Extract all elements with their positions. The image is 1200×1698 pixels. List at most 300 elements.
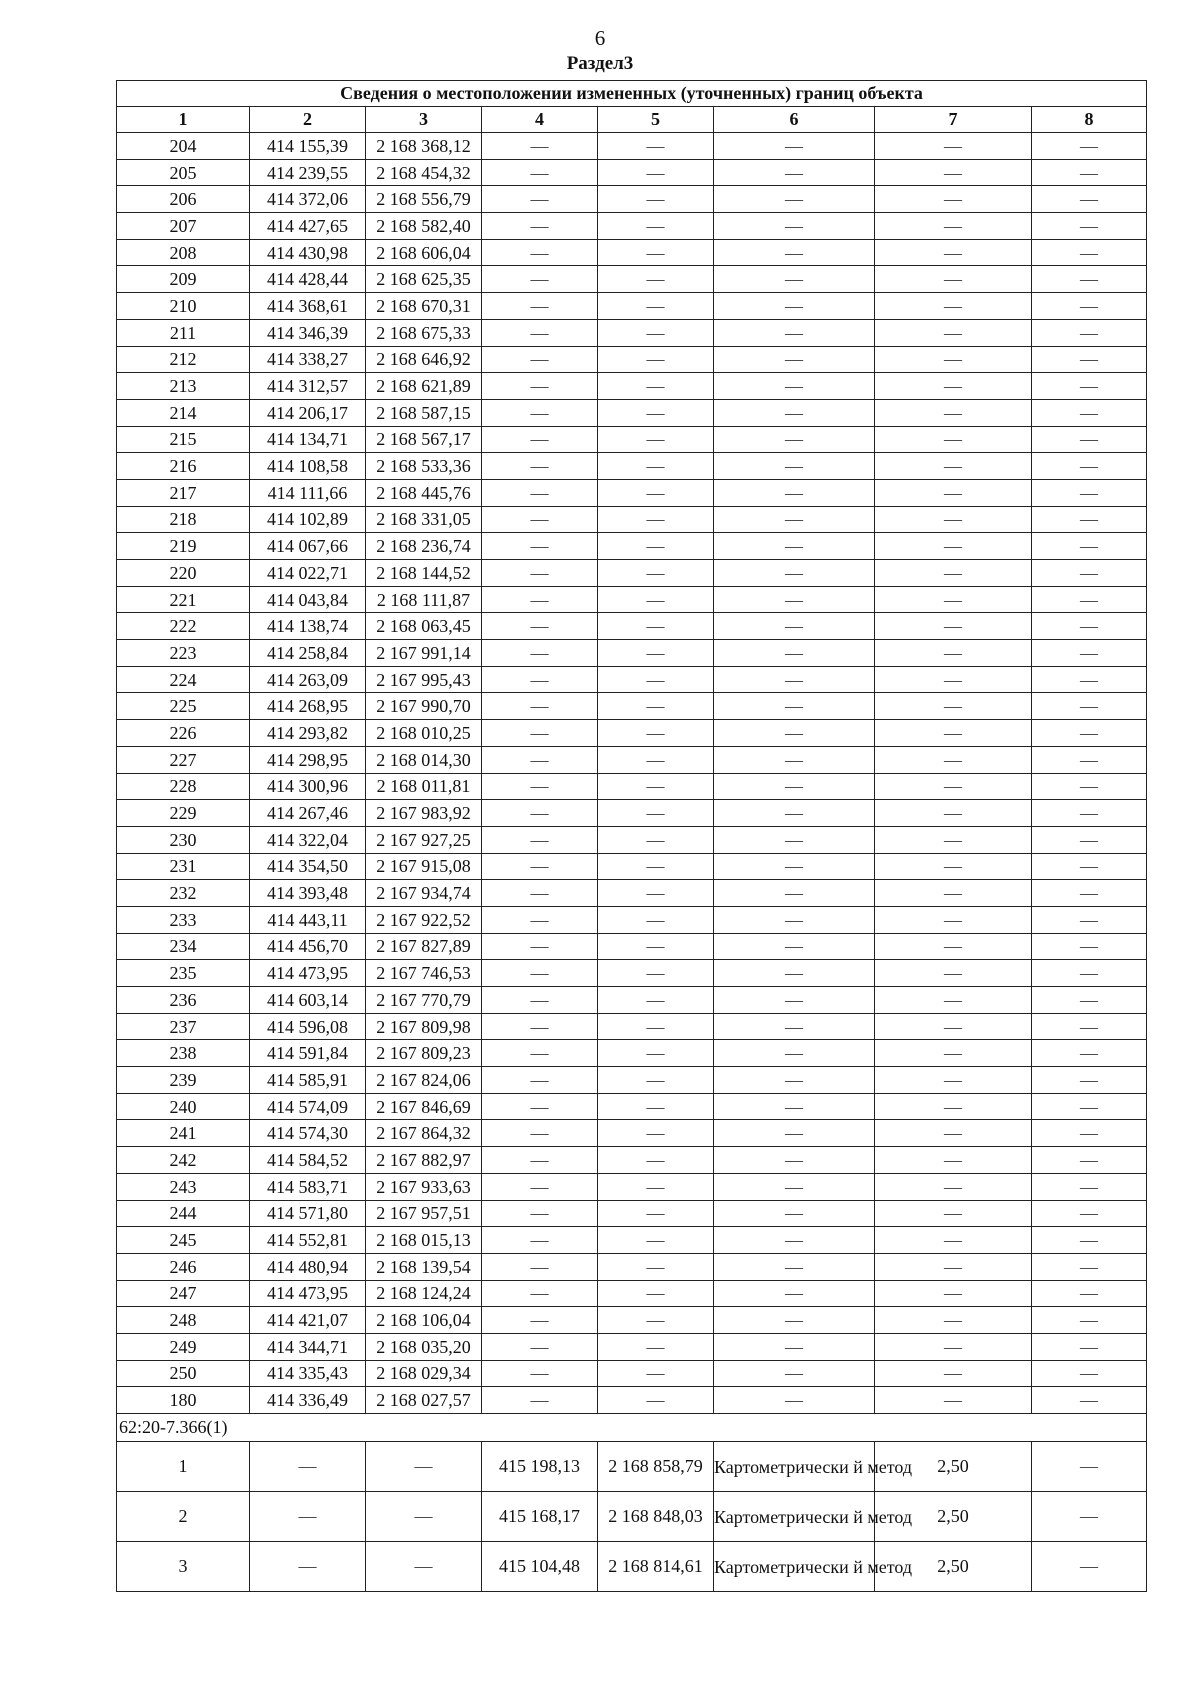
table-cell: 415 168,17 — [482, 1492, 598, 1542]
empty-value-cell: — — [482, 853, 598, 880]
empty-value-cell: — — [482, 239, 598, 266]
empty-value-cell: — — [875, 1280, 1032, 1307]
table-row — [117, 1333, 1147, 1360]
coordinate-cell: 2 167 770,79 — [366, 987, 482, 1014]
empty-value-cell: — — [875, 1360, 1032, 1387]
table-row — [117, 746, 1147, 773]
empty-value-cell: — — [598, 1333, 714, 1360]
table-cell: 2 168 858,79 — [598, 1442, 714, 1492]
coordinate-cell: 414 258,84 — [250, 640, 366, 667]
table-row — [117, 373, 1147, 400]
table-row — [117, 1200, 1147, 1227]
empty-value-cell: — — [598, 1253, 714, 1280]
point-number-cell: 218 — [117, 506, 250, 533]
coordinate-cell: 414 393,48 — [250, 880, 366, 907]
coordinate-cell: 2 168 035,20 — [366, 1333, 482, 1360]
table-cell: — — [366, 1442, 482, 1492]
coordinate-cell: 2 168 106,04 — [366, 1307, 482, 1334]
empty-value-cell: — — [598, 826, 714, 853]
empty-value-cell: — — [598, 213, 714, 240]
coordinate-cell: 414 138,74 — [250, 613, 366, 640]
table-row — [117, 1067, 1147, 1094]
coordinate-cell: 414 480,94 — [250, 1253, 366, 1280]
coordinate-cell: 2 167 824,06 — [366, 1067, 482, 1094]
empty-value-cell: — — [1032, 1200, 1147, 1227]
point-number-cell: 212 — [117, 346, 250, 373]
empty-value-cell: — — [875, 1040, 1032, 1067]
column-number-header: 5 — [598, 107, 714, 133]
empty-value-cell: — — [875, 1013, 1032, 1040]
table-row — [117, 1253, 1147, 1280]
empty-value-cell: — — [714, 1013, 875, 1040]
empty-value-cell: — — [875, 1120, 1032, 1147]
empty-value-cell: — — [598, 479, 714, 506]
empty-value-cell: — — [714, 533, 875, 560]
empty-value-cell: — — [598, 640, 714, 667]
empty-value-cell: — — [875, 987, 1032, 1014]
table-row — [117, 266, 1147, 293]
empty-value-cell: — — [1032, 1387, 1147, 1414]
coordinate-cell: 2 168 445,76 — [366, 479, 482, 506]
empty-value-cell: — — [1032, 613, 1147, 640]
empty-value-cell: — — [482, 319, 598, 346]
empty-value-cell: — — [1032, 186, 1147, 213]
empty-value-cell: — — [1032, 987, 1147, 1014]
coordinate-cell: 414 354,50 — [250, 853, 366, 880]
empty-value-cell: — — [598, 773, 714, 800]
table-row — [117, 1307, 1147, 1334]
table-cell: 2 168 814,61 — [598, 1542, 714, 1592]
point-number-cell: 242 — [117, 1147, 250, 1174]
coordinate-cell: 414 368,61 — [250, 293, 366, 320]
table-row — [117, 560, 1147, 587]
empty-value-cell: — — [875, 346, 1032, 373]
point-number-cell: 219 — [117, 533, 250, 560]
coordinate-cell: 2 167 990,70 — [366, 693, 482, 720]
column-number-header: 3 — [366, 107, 482, 133]
coordinate-cell: 2 168 533,36 — [366, 453, 482, 480]
empty-value-cell: — — [1032, 960, 1147, 987]
empty-value-cell: — — [598, 613, 714, 640]
empty-value-cell: — — [875, 933, 1032, 960]
coordinate-cell: 414 268,95 — [250, 693, 366, 720]
coordinate-cell: 2 168 124,24 — [366, 1280, 482, 1307]
empty-value-cell: — — [598, 159, 714, 186]
point-number-cell: 225 — [117, 693, 250, 720]
empty-value-cell: — — [875, 159, 1032, 186]
point-number-cell: 214 — [117, 399, 250, 426]
empty-value-cell: — — [482, 960, 598, 987]
point-number-cell: 230 — [117, 826, 250, 853]
empty-value-cell: — — [482, 453, 598, 480]
empty-value-cell: — — [598, 933, 714, 960]
table-cell: — — [1032, 1442, 1147, 1492]
coordinate-cell: 2 168 582,40 — [366, 213, 482, 240]
empty-value-cell: — — [714, 880, 875, 907]
empty-value-cell: — — [482, 906, 598, 933]
empty-value-cell: — — [875, 773, 1032, 800]
empty-value-cell: — — [1032, 906, 1147, 933]
page-number: 6 — [594, 26, 606, 50]
coordinate-cell: 2 168 675,33 — [366, 319, 482, 346]
empty-value-cell: — — [875, 853, 1032, 880]
empty-value-cell: — — [482, 1200, 598, 1227]
empty-value-cell: — — [1032, 1333, 1147, 1360]
table-row — [117, 1360, 1147, 1387]
empty-value-cell: — — [875, 1067, 1032, 1094]
empty-value-cell: — — [714, 239, 875, 266]
empty-value-cell: — — [482, 773, 598, 800]
table-row — [117, 987, 1147, 1014]
coordinate-cell: 414 067,66 — [250, 533, 366, 560]
empty-value-cell: — — [598, 1280, 714, 1307]
empty-value-cell: — — [1032, 1173, 1147, 1200]
coordinate-cell: 414 335,43 — [250, 1360, 366, 1387]
empty-value-cell: — — [482, 666, 598, 693]
empty-value-cell: — — [1032, 1227, 1147, 1254]
empty-value-cell: — — [482, 479, 598, 506]
empty-value-cell: — — [875, 906, 1032, 933]
table-row — [117, 720, 1147, 747]
empty-value-cell: — — [482, 987, 598, 1014]
table-cell: 415 198,13 — [482, 1442, 598, 1492]
empty-value-cell: — — [714, 640, 875, 667]
empty-value-cell: — — [875, 266, 1032, 293]
empty-value-cell: — — [1032, 293, 1147, 320]
empty-value-cell: — — [875, 720, 1032, 747]
point-number-cell: 248 — [117, 1307, 250, 1334]
coordinate-cell: 414 312,57 — [250, 373, 366, 400]
coordinate-cell: 2 168 454,32 — [366, 159, 482, 186]
point-number-cell: 224 — [117, 666, 250, 693]
table-row — [117, 1173, 1147, 1200]
empty-value-cell: — — [875, 1333, 1032, 1360]
empty-value-cell: — — [598, 1307, 714, 1334]
coordinate-cell: 2 167 927,25 — [366, 826, 482, 853]
empty-value-cell: — — [714, 399, 875, 426]
column-number-header: 7 — [875, 107, 1032, 133]
coordinate-cell: 2 168 621,89 — [366, 373, 482, 400]
empty-value-cell: — — [1032, 159, 1147, 186]
table-row — [117, 853, 1147, 880]
coordinate-cell: 2 168 015,13 — [366, 1227, 482, 1254]
point-number-cell: 180 — [117, 1387, 250, 1414]
empty-value-cell: — — [875, 1307, 1032, 1334]
coordinate-cell: 414 022,71 — [250, 560, 366, 587]
empty-value-cell: — — [875, 479, 1032, 506]
empty-value-cell: — — [714, 1173, 875, 1200]
empty-value-cell: — — [1032, 880, 1147, 907]
coordinate-cell: 2 167 809,98 — [366, 1013, 482, 1040]
empty-value-cell: — — [598, 399, 714, 426]
empty-value-cell: — — [1032, 800, 1147, 827]
coordinate-cell: 2 167 809,23 — [366, 1040, 482, 1067]
empty-value-cell: — — [482, 266, 598, 293]
empty-value-cell: — — [1032, 560, 1147, 587]
empty-value-cell: — — [482, 1360, 598, 1387]
empty-value-cell: — — [482, 1067, 598, 1094]
empty-value-cell: — — [482, 1280, 598, 1307]
empty-value-cell: — — [714, 666, 875, 693]
empty-value-cell: — — [714, 319, 875, 346]
coordinate-cell: 2 168 670,31 — [366, 293, 482, 320]
empty-value-cell: — — [875, 533, 1032, 560]
empty-value-cell: — — [482, 426, 598, 453]
empty-value-cell: — — [875, 293, 1032, 320]
point-number-cell: 210 — [117, 293, 250, 320]
coordinate-cell: 414 344,71 — [250, 1333, 366, 1360]
column-number-header: 6 — [714, 107, 875, 133]
coordinate-cell: 414 267,46 — [250, 800, 366, 827]
empty-value-cell: — — [1032, 399, 1147, 426]
empty-value-cell: — — [598, 266, 714, 293]
empty-value-cell: — — [1032, 720, 1147, 747]
empty-value-cell: — — [714, 1280, 875, 1307]
empty-value-cell: — — [714, 213, 875, 240]
table-cell: — — [366, 1492, 482, 1542]
table-row — [117, 506, 1147, 533]
empty-value-cell: — — [1032, 586, 1147, 613]
coordinate-cell: 2 167 882,97 — [366, 1147, 482, 1174]
empty-value-cell: — — [714, 1227, 875, 1254]
table-row — [117, 213, 1147, 240]
point-number-cell: 240 — [117, 1093, 250, 1120]
method-cell: Картометрически й метод — [714, 1492, 875, 1542]
empty-value-cell: — — [1032, 1067, 1147, 1094]
empty-value-cell: — — [714, 133, 875, 160]
empty-value-cell: — — [1032, 746, 1147, 773]
empty-value-cell: — — [714, 933, 875, 960]
empty-value-cell: — — [714, 586, 875, 613]
table-row — [117, 666, 1147, 693]
coordinate-cell: 414 591,84 — [250, 1040, 366, 1067]
empty-value-cell: — — [875, 693, 1032, 720]
empty-value-cell: — — [482, 1253, 598, 1280]
column-number-row — [117, 107, 1147, 133]
empty-value-cell: — — [1032, 1253, 1147, 1280]
table-row — [117, 1120, 1147, 1147]
point-number-cell: 231 — [117, 853, 250, 880]
empty-value-cell: — — [598, 1387, 714, 1414]
point-number-cell: 237 — [117, 1013, 250, 1040]
empty-value-cell: — — [875, 453, 1032, 480]
empty-value-cell: — — [875, 1093, 1032, 1120]
empty-value-cell: — — [714, 987, 875, 1014]
coordinate-cell: 414 372,06 — [250, 186, 366, 213]
coordinate-cell: 414 239,55 — [250, 159, 366, 186]
coordinate-cell: 414 421,07 — [250, 1307, 366, 1334]
column-number-header: 4 — [482, 107, 598, 133]
empty-value-cell: — — [482, 293, 598, 320]
coordinate-cell: 2 168 111,87 — [366, 586, 482, 613]
point-number-cell: 205 — [117, 159, 250, 186]
table-cell: — — [250, 1442, 366, 1492]
point-number-cell: 244 — [117, 1200, 250, 1227]
point-number-cell: 233 — [117, 906, 250, 933]
empty-value-cell: — — [875, 133, 1032, 160]
table-row — [117, 800, 1147, 827]
empty-value-cell: — — [1032, 1307, 1147, 1334]
empty-value-cell: — — [598, 453, 714, 480]
empty-value-cell: — — [482, 1040, 598, 1067]
table-row — [117, 293, 1147, 320]
empty-value-cell: — — [1032, 426, 1147, 453]
empty-value-cell: — — [875, 506, 1032, 533]
table-row — [117, 1013, 1147, 1040]
empty-value-cell: — — [1032, 1013, 1147, 1040]
empty-value-cell: — — [1032, 666, 1147, 693]
column-number-header: 8 — [1032, 107, 1147, 133]
empty-value-cell: — — [714, 293, 875, 320]
empty-value-cell: — — [598, 426, 714, 453]
empty-value-cell: — — [482, 586, 598, 613]
point-number-cell: 227 — [117, 746, 250, 773]
empty-value-cell: — — [1032, 373, 1147, 400]
empty-value-cell: — — [1032, 506, 1147, 533]
coordinate-cell: 2 167 922,52 — [366, 906, 482, 933]
coordinate-cell: 414 336,49 — [250, 1387, 366, 1414]
coordinate-cell: 414 134,71 — [250, 426, 366, 453]
coordinate-cell: 414 428,44 — [250, 266, 366, 293]
point-number-cell: 204 — [117, 133, 250, 160]
coordinate-cell: 414 102,89 — [250, 506, 366, 533]
coordinate-cell: 2 167 957,51 — [366, 1200, 482, 1227]
coordinate-cell: 414 603,14 — [250, 987, 366, 1014]
coordinate-cell: 2 168 368,12 — [366, 133, 482, 160]
empty-value-cell: — — [714, 906, 875, 933]
empty-value-cell: — — [482, 800, 598, 827]
empty-value-cell: — — [1032, 1093, 1147, 1120]
empty-value-cell: — — [598, 693, 714, 720]
empty-value-cell: — — [714, 1067, 875, 1094]
empty-value-cell: — — [714, 560, 875, 587]
coordinate-cell: 2 168 236,74 — [366, 533, 482, 560]
point-number-cell: 246 — [117, 1253, 250, 1280]
boundary-coordinates-table — [116, 80, 1147, 1592]
point-number-cell: 238 — [117, 1040, 250, 1067]
empty-value-cell: — — [598, 293, 714, 320]
empty-value-cell: — — [714, 479, 875, 506]
point-number-cell: 226 — [117, 720, 250, 747]
empty-value-cell: — — [1032, 133, 1147, 160]
empty-value-cell: — — [482, 720, 598, 747]
point-number-cell: 216 — [117, 453, 250, 480]
empty-value-cell: — — [482, 640, 598, 667]
empty-value-cell: — — [482, 1307, 598, 1334]
empty-value-cell: — — [1032, 853, 1147, 880]
empty-value-cell: — — [598, 560, 714, 587]
point-number-cell: 228 — [117, 773, 250, 800]
empty-value-cell: — — [598, 880, 714, 907]
empty-value-cell: — — [1032, 1360, 1147, 1387]
coordinate-cell: 2 168 331,05 — [366, 506, 482, 533]
empty-value-cell: — — [482, 1227, 598, 1254]
coordinate-cell: 414 346,39 — [250, 319, 366, 346]
coordinate-cell: 2 167 827,89 — [366, 933, 482, 960]
point-number-cell: 239 — [117, 1067, 250, 1094]
coordinate-cell: 2 168 027,57 — [366, 1387, 482, 1414]
coordinate-cell: 2 168 556,79 — [366, 186, 482, 213]
empty-value-cell: — — [482, 213, 598, 240]
empty-value-cell: — — [875, 1173, 1032, 1200]
empty-value-cell: — — [482, 1333, 598, 1360]
point-number-cell: 243 — [117, 1173, 250, 1200]
point-number-cell: 245 — [117, 1227, 250, 1254]
empty-value-cell: — — [875, 640, 1032, 667]
table-row — [117, 533, 1147, 560]
table-row — [117, 773, 1147, 800]
empty-value-cell: — — [482, 159, 598, 186]
empty-value-cell: — — [875, 1200, 1032, 1227]
empty-value-cell: — — [598, 373, 714, 400]
table-row — [117, 239, 1147, 266]
empty-value-cell: — — [875, 399, 1032, 426]
table-row — [117, 906, 1147, 933]
coordinate-cell: 414 456,70 — [250, 933, 366, 960]
empty-value-cell: — — [598, 346, 714, 373]
empty-value-cell: — — [598, 720, 714, 747]
table-row — [117, 186, 1147, 213]
empty-value-cell: — — [482, 826, 598, 853]
empty-value-cell: — — [875, 613, 1032, 640]
empty-value-cell: — — [482, 613, 598, 640]
empty-value-cell: — — [598, 987, 714, 1014]
empty-value-cell: — — [1032, 239, 1147, 266]
empty-value-cell: — — [714, 746, 875, 773]
empty-value-cell: — — [1032, 826, 1147, 853]
point-number-cell: 229 — [117, 800, 250, 827]
empty-value-cell: — — [598, 906, 714, 933]
table-row — [117, 1542, 1147, 1592]
empty-value-cell: — — [598, 1067, 714, 1094]
empty-value-cell: — — [714, 693, 875, 720]
empty-value-cell: — — [714, 186, 875, 213]
table-row — [117, 880, 1147, 907]
empty-value-cell: — — [875, 880, 1032, 907]
empty-value-cell: — — [598, 800, 714, 827]
table-row — [117, 586, 1147, 613]
empty-value-cell: — — [714, 1333, 875, 1360]
empty-value-cell: — — [714, 773, 875, 800]
point-number-cell: 232 — [117, 880, 250, 907]
empty-value-cell: — — [714, 613, 875, 640]
coordinate-cell: 414 293,82 — [250, 720, 366, 747]
empty-value-cell: — — [875, 239, 1032, 266]
coordinate-cell: 2 167 983,92 — [366, 800, 482, 827]
coordinate-cell: 2 168 010,25 — [366, 720, 482, 747]
empty-value-cell: — — [714, 453, 875, 480]
point-number-cell: 1 — [117, 1442, 250, 1492]
coordinate-cell: 414 430,98 — [250, 239, 366, 266]
table-row — [117, 960, 1147, 987]
empty-value-cell: — — [875, 1387, 1032, 1414]
empty-value-cell: — — [1032, 773, 1147, 800]
table-body — [117, 133, 1147, 1592]
empty-value-cell: — — [714, 826, 875, 853]
empty-value-cell: — — [875, 586, 1032, 613]
empty-value-cell: — — [598, 1040, 714, 1067]
empty-value-cell: — — [482, 1093, 598, 1120]
empty-value-cell: — — [482, 693, 598, 720]
coordinate-cell: 414 443,11 — [250, 906, 366, 933]
table-row — [117, 453, 1147, 480]
coordinate-cell: 2 168 567,17 — [366, 426, 482, 453]
empty-value-cell: — — [714, 266, 875, 293]
table-row — [117, 133, 1147, 160]
coordinate-cell: 414 043,84 — [250, 586, 366, 613]
method-cell: Картометрически й метод — [714, 1542, 875, 1592]
empty-value-cell: — — [598, 1147, 714, 1174]
